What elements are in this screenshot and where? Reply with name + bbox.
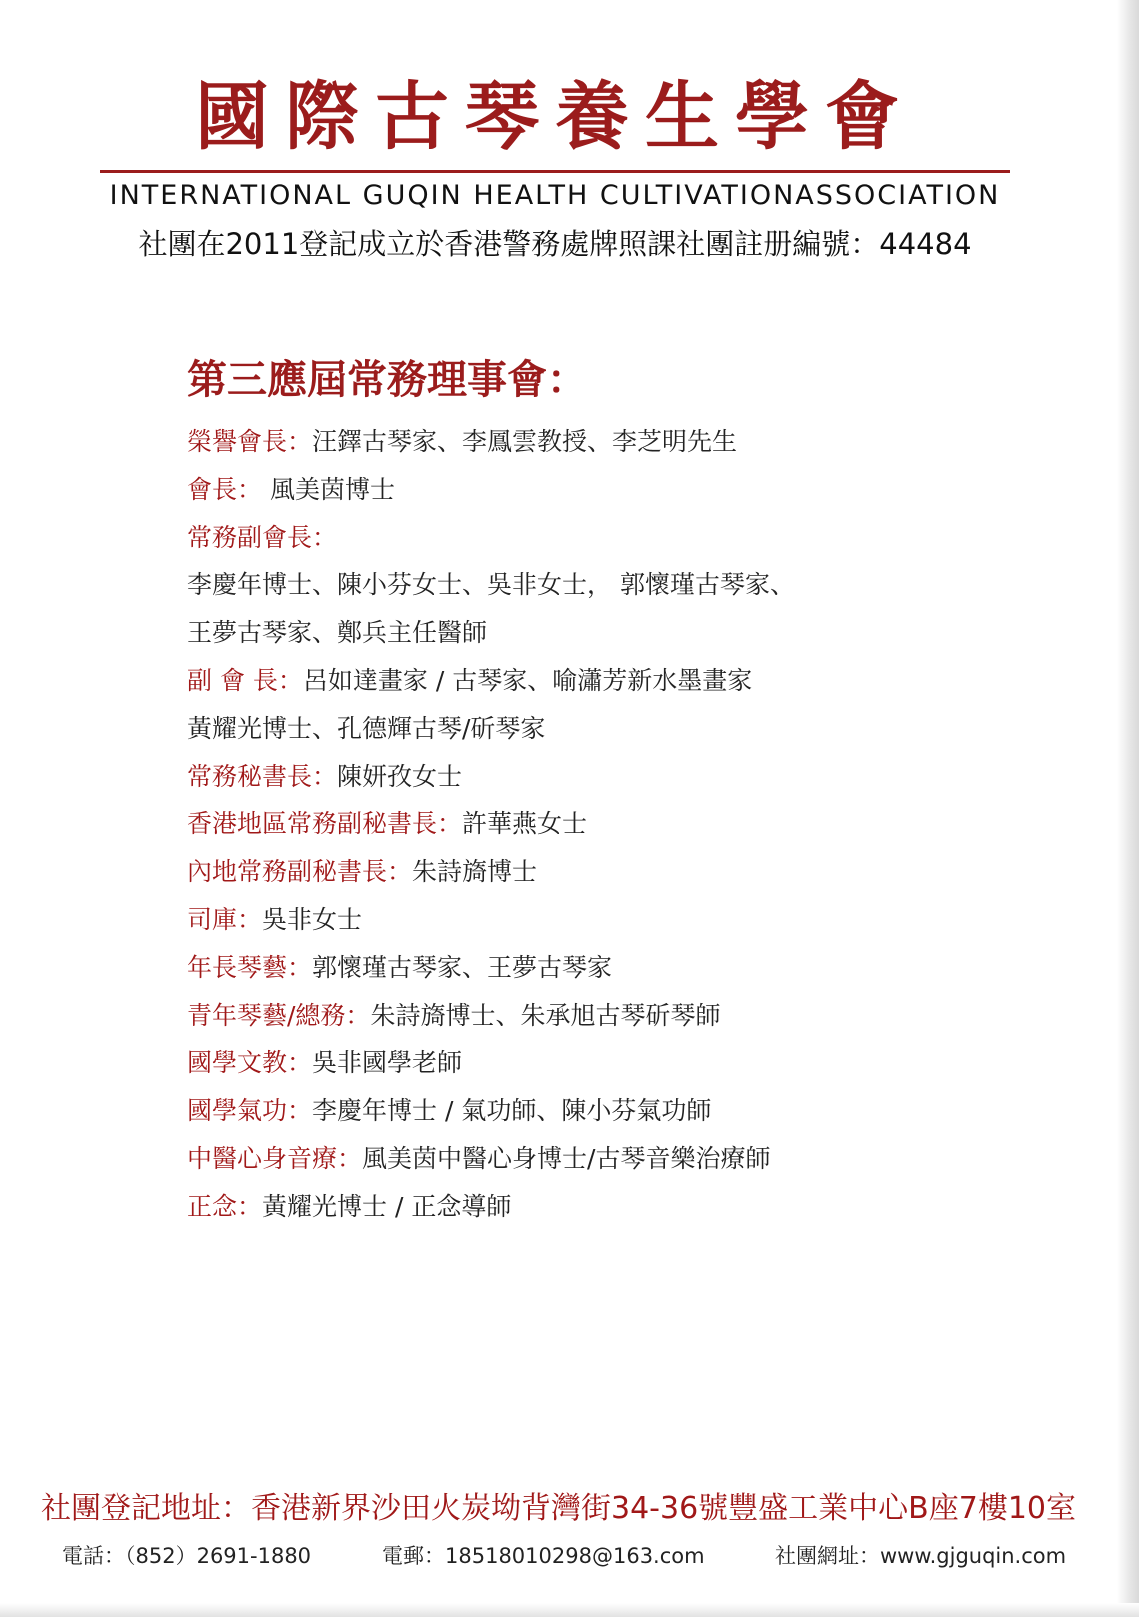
role-label: 副 會 長： (187, 665, 303, 695)
role-label: 年長琴藝： (187, 952, 313, 982)
role-label: 司庫： (187, 904, 263, 934)
council-row (187, 996, 1037, 1044)
registered-address: 社團登記地址：香港新界沙田火炭坳背灣街34-36號豐盛工業中心B座7樓10室 (40, 1491, 1076, 1526)
role-label: 國學文教： (187, 1048, 313, 1078)
page-title: 國際古琴養生學會 (195, 74, 915, 160)
council-row (187, 900, 1037, 948)
registration-line: 社團在2011登記成立於香港警務處牌照課社團註册編號：44484 (138, 227, 972, 261)
council-row (187, 422, 1037, 470)
member-names: 黃耀光博士、孔德輝古琴/斫琴家 (187, 713, 546, 743)
council-row (187, 804, 1037, 852)
page-shadow-right (1117, 0, 1139, 1617)
member-names: 李慶年博士、陳小芬女士、吳非女士， 郭懷瑾古琴家、 (187, 570, 795, 600)
member-names: 呂如達畫家 / 古琴家、喻瀟芳新水墨畫家 (302, 665, 753, 695)
member-names: 朱詩旖博士 (412, 857, 538, 887)
member-names: 郭懷瑾古琴家、王夢古琴家 (312, 952, 613, 982)
role-label: 會長： (187, 474, 263, 504)
website-link[interactable]: 社團網址：www.gjguqin.com (775, 1544, 1067, 1568)
member-names: 朱詩旖博士、朱承旭古琴斫琴師 (370, 1000, 721, 1030)
english-subtitle: INTERNATIONAL GUQIN HEALTH CULTIVATIONASSOCIATION (109, 180, 1001, 211)
role-label: 內地常務副秘書長： (187, 857, 413, 887)
council-row (187, 470, 1037, 518)
member-names: 李慶年博士 / 氣功師、陳小芬氣功師 (312, 1096, 712, 1126)
council-row (187, 709, 1037, 757)
member-names: 風美茵博士 (262, 474, 395, 504)
phone-contact: 電話：（852）2691-1880 (62, 1544, 312, 1568)
council-title: 第三應屆常務理事會： (187, 357, 587, 403)
role-label: 榮譽會長： (187, 427, 313, 456)
council-row (187, 1043, 1037, 1091)
council-row (187, 1187, 1037, 1235)
council-row (187, 1139, 1037, 1187)
role-label: 青年琴藝/總務： (187, 1000, 371, 1030)
member-names: 陳妍孜女士 (337, 761, 463, 791)
member-names: 吳非國學老師 (312, 1048, 463, 1078)
member-names: 王夢古琴家、鄭兵主任醫師 (187, 618, 488, 648)
council-row (187, 757, 1037, 805)
email-contact[interactable]: 電郵：18518010298@163.com (382, 1544, 705, 1568)
role-label: 香港地區常務副秘書長： (187, 809, 463, 839)
member-names: 汪鐸古琴家、李鳳雲教授、李芝明先生 (312, 427, 738, 456)
council-row (187, 565, 1037, 613)
member-names: 黃耀光博士 / 正念導師 (262, 1191, 512, 1221)
member-names: 風美茵中醫心身博士/古琴音樂治療師 (362, 1143, 771, 1173)
council-row (187, 948, 1037, 996)
council-row (187, 613, 1037, 661)
council-row (187, 1091, 1037, 1139)
role-label: 常務秘書長： (187, 761, 338, 791)
member-names: 吳非女士 (262, 904, 363, 934)
member-names: 許華燕女士 (462, 809, 588, 839)
council-row (187, 518, 1037, 566)
role-label: 中醫心身音療： (187, 1143, 363, 1173)
council-row (187, 852, 1037, 900)
council-row (187, 661, 1037, 709)
role-label: 常務副會長： (187, 522, 338, 552)
page-shadow-bottom (0, 1603, 1139, 1617)
role-label: 正念： (187, 1191, 263, 1221)
council-list (187, 422, 1037, 1235)
title-divider (100, 170, 1010, 173)
role-label: 國學氣功： (187, 1096, 313, 1126)
